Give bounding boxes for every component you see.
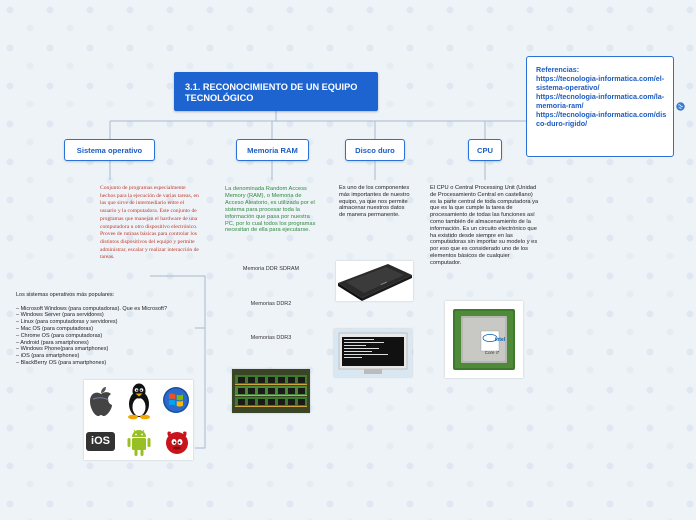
svg-text:▬▬: ▬▬ [379, 279, 388, 286]
os-logos-image [84, 380, 193, 460]
so-popular-list: Los sistemas operativos más populares: – Microsoft Windows (para computadoras). Que es Microsoft? – Windows Server (para servidores) – Linux (para computadoras y servidores) – Mac OS (para computadoras) – Chrome OS (para computadoras) – Android (para smartphones) – Windows Phone(para smartphones) – iOS (para smartphones) – BlackBerry OS (para smartphones) [16, 292, 168, 366]
apple-logo-icon [87, 385, 115, 417]
ram-description: La denominada Random Access Memory (RAM), o Memoria de Acceso Aleatorio, es utilizada por el sistema para procesar toda la información que pasa por nuestra PC, por lo cual todos los programas necesitan de ella para ejecutarse. [225, 186, 316, 234]
references-box[interactable] [526, 56, 674, 157]
so-description: Conjunto de programas especialmente hechos para la ejecución de varias tareas, en las que sirve de intermediario entre el usuario y la computadora. Este conjunto de programas que manejan el hardware de una computadora u otro dispositivo electrónico. Provee de rutinas básicas para controlar los distintos dispositivos del equipo y permite administrar, escalar y realizar interacción de tareas. [100, 185, 199, 261]
node-sistema-operativo[interactable]: Sistema operativo [64, 139, 155, 161]
cpu-model-label: Core i7 [484, 350, 500, 355]
linux-tux-icon [123, 382, 155, 420]
android-logo-icon [125, 426, 153, 458]
hard-drive-image [336, 261, 413, 301]
windows-logo-icon [162, 386, 190, 414]
reference-link-1[interactable]: https://tecnologia-informatica.com/el-sistema-operativo/ [536, 74, 665, 92]
ram-type-ddr3: Memorias DDR3 [250, 335, 292, 341]
ram-type-ddr-sdram: Memoria DDR SDRAM [242, 266, 300, 272]
ram-type-ddr2: Memorias DDR2 [250, 301, 292, 307]
reference-link-2[interactable]: https://tecnologia-informatica.com/la-memoria-ram/ [536, 92, 665, 110]
references-label: Referencias: [536, 65, 580, 74]
bsd-daemon-icon [163, 428, 191, 456]
ios-logo-icon: iOS [86, 432, 115, 451]
globe-icon[interactable] [676, 102, 685, 111]
disk-monitor-image [334, 329, 412, 377]
page-title: 3.1. RECONOCIMIENTO DE UN EQUIPO TECNOLÓGICO [174, 72, 378, 111]
cpu-chip-image [445, 301, 523, 378]
disk-description: Es uno de los componentes más importantes de nuestro equipo, ya que nos permite almacenar nuestros datos de manera permanente. [339, 185, 410, 219]
cpu-description: El CPU o Central Processing Unit (Unidad de Procesamiento Central en castellano) es la parte central de toda computadora ya que es la que cumple la tarea de procesamiento de todas las funciones así como también de almacenamiento de la información. Es un circuito electrónico que ha existido desde siempre en las computadoras sin importar su modelo y es por eso que es considerado uno de los elementos básicos de cualquier computador. [430, 185, 539, 266]
node-memoria-ram[interactable]: Memoria RAM [236, 139, 309, 161]
cpu-brand-label: intel [494, 337, 506, 343]
ram-modules-image [232, 369, 310, 413]
node-cpu[interactable]: CPU [468, 139, 502, 161]
reference-link-3[interactable]: https://tecnologia-informatica.com/disco-duro-rigido/ [536, 110, 667, 128]
node-disco-duro[interactable]: Disco duro [345, 139, 405, 161]
